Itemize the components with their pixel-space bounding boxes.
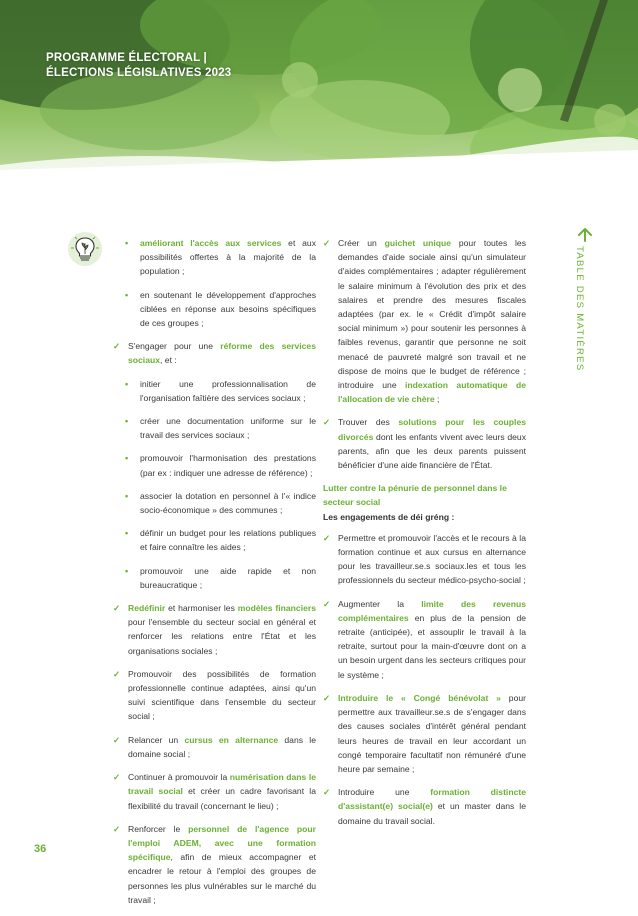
- check-icon: ✓: [113, 603, 121, 614]
- bullet-dot-icon: •: [125, 289, 129, 300]
- list-item: ✓ Permettre et promouvoir l'accès et le recours à la formation continue et aux cursus en alternance pour les travailleur.se.s sociaux.les et tous les professionnels du secteur médico-psycho-social ;: [323, 532, 526, 586]
- header-photo: [0, 0, 638, 215]
- check-icon: ✓: [113, 823, 121, 834]
- check-icon: ✓: [323, 692, 331, 703]
- arrow-up-icon: [577, 228, 593, 242]
- list-item: ✓ Continuer à promouvoir la numérisation dans le travail social et créer un cadre favorisant la flexibilité du travail (concernant le lieu) ;: [113, 772, 316, 811]
- list-item: ✓ Redéfinir et harmoniser les modèles financiers pour l'ensemble du secteur social en général et renforcer les relations entre l'État et les organisations sociales ;: [113, 603, 316, 656]
- list-item: ✓ Renforcer le personnel de l'agence pour l'emploi ADEM, avec une formation spécifique, afin de mieux accompagner et encadrer le retour à l'emploi des groupes de personnes les plus vulnérables sur le marché du travail ;: [113, 823, 316, 905]
- check-icon: ✓: [323, 598, 331, 609]
- list-item: ✓ Relancer un cursus en alternance dans le domaine social ;: [113, 734, 316, 759]
- document-title: [46, 51, 231, 81]
- check-icon: ✓: [113, 734, 121, 745]
- toc-label: TABLE DES MATIÈRES: [574, 246, 585, 372]
- list-item: • définir un budget pour les relations publiques et faire connaître les aides ;: [125, 528, 316, 553]
- list-item: • créer une documentation uniforme sur le travail des services sociaux ;: [125, 416, 316, 441]
- table-of-contents-link[interactable]: [574, 228, 596, 372]
- right-column: [323, 236, 526, 837]
- check-icon: ✓: [323, 238, 331, 248]
- tree-canopy-image: [0, 0, 638, 215]
- list-item: • promouvoir une aide rapide et non bureaucratique ;: [125, 565, 316, 590]
- list-item: ✓ Créer un guichet unique pour toutes les demandes d'aide sociale ainsi qu'un simulateur d'aides complémentaires ; adapter régulièrement le salaire minimum à l'évolution des prix et des salaires et prendre des mesures fiscales adaptées (par ex. le « Crédit d'impôt salaire social minimum ») pour soutenir les personnes à faibles revenus, garantir que personne ne soit menacé de pauvreté malgré son travail et ne dispose de moins que le budget de référence ; introduire une indexation automatique de l'allocation de vie chère ;: [323, 238, 527, 405]
- bullet-dot-icon: •: [125, 565, 129, 576]
- check-icon: ✓: [323, 417, 331, 428]
- check-icon: ✓: [323, 787, 331, 798]
- bullet-dot-icon: •: [125, 528, 129, 539]
- check-icon: ✓: [113, 341, 121, 352]
- list-item: ✓ Trouver des solutions pour les couples divorcés dont les enfants vivent avec leurs deux parents, afin que les deux parents puissent bénéficier d'une aide financière de l'État.: [323, 417, 526, 471]
- bullet-dot-icon: •: [125, 378, 129, 389]
- lightbulb-leaf-icon: [67, 231, 103, 267]
- bullet-dot-icon: •: [125, 238, 129, 248]
- list-item: ✓ Augmenter la limite des revenus complémentaires en plus de la pension de retraite (anticipée), et assouplir le travail à la retraite, surtout pour la main-d'œuvre dont on a un besoin urgent dans les secteurs critiques pour le système ;: [323, 598, 526, 680]
- check-icon: ✓: [113, 772, 121, 783]
- list-item: • initier une professionnalisation de l'organisation faîtière des services sociaux ;: [125, 378, 316, 403]
- list-item: • en soutenant le développement d'approches ciblées en réponse aux besoins spécifiques de ces groupes ;: [125, 289, 316, 329]
- title-line-2: ÉLECTIONS LÉGISLATIVES 2023: [46, 67, 232, 79]
- list-item: ✓ S'engager pour une réforme des services sociaux, et :: [113, 341, 316, 366]
- bullet-dot-icon: •: [125, 453, 129, 464]
- bullet-dot-icon: •: [125, 416, 129, 427]
- left-column: [113, 236, 316, 916]
- section-subheading: Les engagements de déi gréng :: [323, 511, 455, 522]
- list-item: • promouvoir l'harmonisation des prestations (par ex : indiquer une adresse de référence) ;: [125, 453, 316, 478]
- list-item: ✓ Introduire le « Congé bénévolat » pour permettre aux travailleur.se.s de s'engager dans des causes sociales d'intérêt général pendant leurs heures de travail en leur accordant un congé temporaire facultatif non rémunéré d'une heure par semaine ;: [323, 692, 526, 774]
- section-heading: Lutter contre la pénurie de personnel dans le secteur social: [323, 483, 507, 508]
- bullet-dot-icon: •: [125, 490, 129, 501]
- title-line-1: PROGRAMME ÉLECTORAL |: [46, 52, 207, 64]
- list-item: • améliorant l'accès aux services et aux possibilités offertes à la majorité de la population ;: [125, 238, 316, 277]
- list-item: • associer la dotation en personnel à l'« indice socio-économique » des communes ;: [125, 490, 316, 516]
- page-number: 36: [34, 843, 47, 855]
- check-icon: ✓: [113, 668, 121, 679]
- list-item: ✓ Promouvoir des possibilités de formation professionnelle continue adaptées, ainsi qu'un suivi scientifique dans l'ensemble du secteur social ;: [113, 668, 316, 722]
- list-item: ✓ Introduire une formation distincte d'assistant(e) social(e) et un master dans le domaine du travail social.: [323, 787, 526, 826]
- check-icon: ✓: [323, 532, 331, 543]
